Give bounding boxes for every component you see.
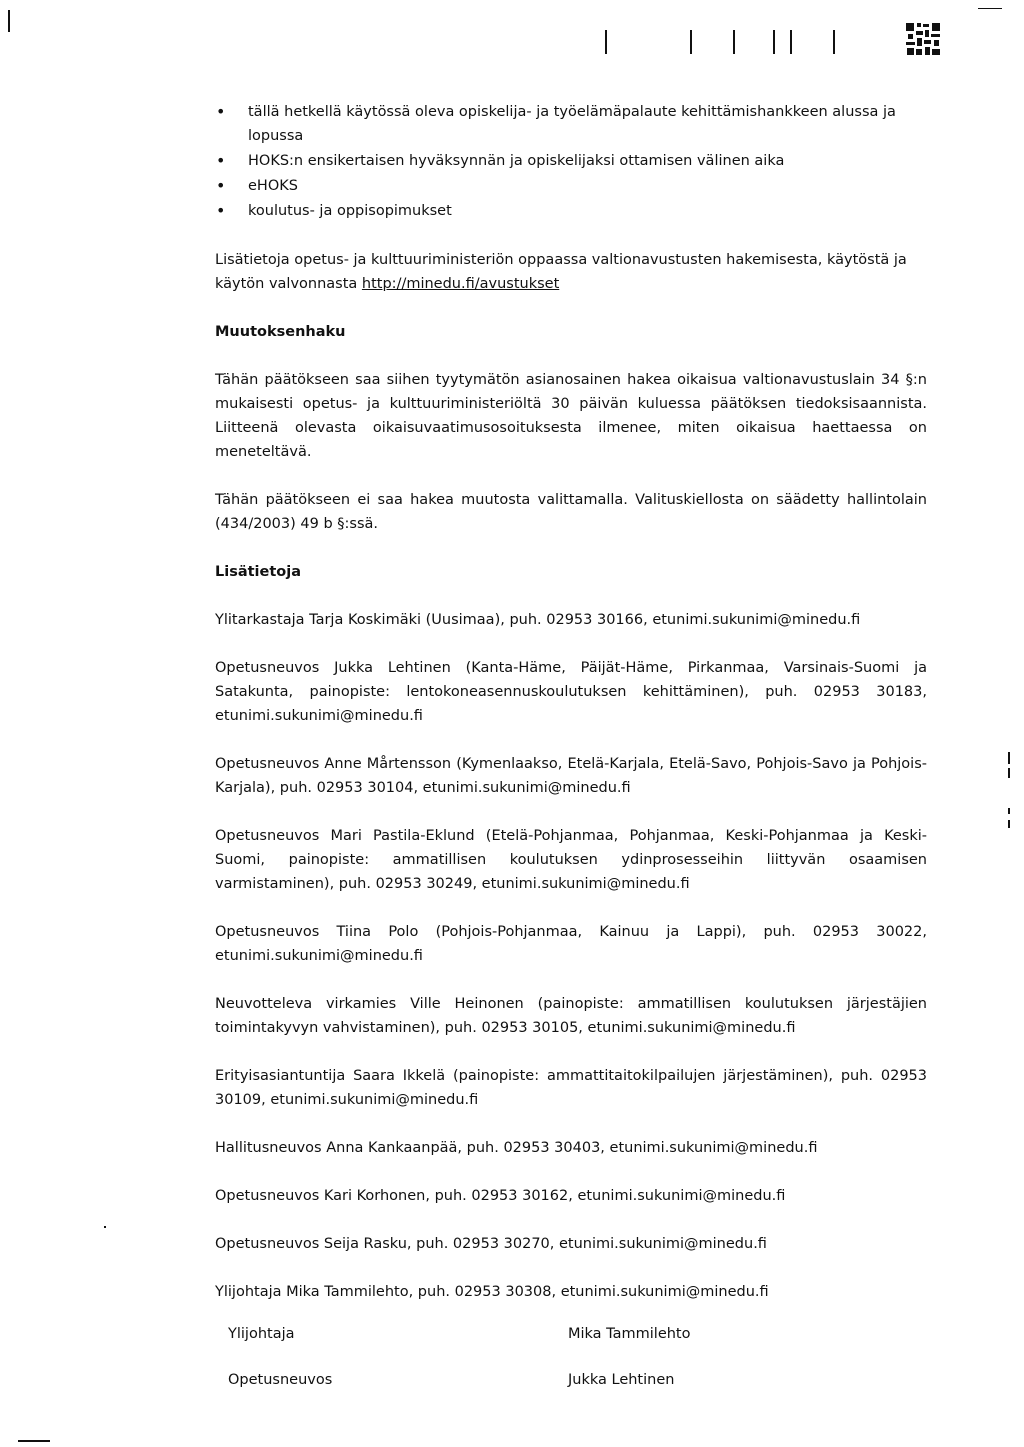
scan-mark [790, 30, 792, 54]
contact-paragraph: Opetusneuvos Jukka Lehtinen (Kanta-Häme, Päijät-Häme, Pirkanmaa, Varsinais-Suomi ja Satakunta, painopiste: lentokoneasennuskoulutuksen kehittäminen), puh. 02953 30183, etunimi.sukunimi@minedu.fi [215, 660, 927, 724]
signature-title: Ylijohtaja [228, 1326, 295, 1342]
signature-title: Opetusneuvos [228, 1372, 333, 1388]
info-heading: Lisätietoja [215, 564, 302, 580]
document-body [215, 100, 927, 1304]
scan-mark [1008, 768, 1010, 778]
scan-mark [733, 30, 735, 54]
scan-mark [773, 30, 775, 54]
contact-paragraph: Erityisasiantuntija Saara Ikkelä (painopiste: ammattitaitokilpailujen järjestäminen), puh. 02953 30109, etunimi.sukunimi@minedu.fi [215, 1068, 927, 1108]
list-item: • tällä hetkellä käytössä oleva opiskelija- ja työelämäpalaute kehittämishankkeen alussa ja lopussa [248, 100, 927, 148]
scan-mark [8, 10, 10, 32]
contact-paragraph: Neuvotteleva virkamies Ville Heinonen (painopiste: ammatillisen koulutuksen järjestäjien toimintakyvyn vahvistaminen), puh. 02953 30105, etunimi.sukunimi@minedu.fi [215, 996, 927, 1036]
criteria-list [215, 100, 927, 223]
list-item: • eHOKS [248, 174, 927, 198]
appeal-paragraph: Tähän päätökseen saa siihen tyytymätön asianosainen hakea oikaisua valtionavustuslain 34 §:n mukaisesti opetus- ja kulttuuriministeriöltä 30 päivän kuluessa päätöksen tiedoksisaannista. Liitteenä olevasta oikaisuvaatimusosoituksesta ilmenee, miten oikaisua haettaessa on meneteltävä. [215, 372, 927, 460]
appeal-heading: Muutoksenhaku [215, 324, 346, 340]
contact-paragraph: Opetusneuvos Kari Korhonen, puh. 02953 30162, etunimi.sukunimi@minedu.fi [215, 1188, 786, 1204]
contact-paragraph: Ylijohtaja Mika Tammilehto, puh. 02953 30308, etunimi.sukunimi@minedu.fi [215, 1284, 769, 1300]
contact-paragraph: Opetusneuvos Anne Mårtensson (Kymenlaakso, Etelä-Karjala, Etelä-Savo, Pohjois-Savo ja Pohjois-Karjala), puh. 02953 30104, etunimi.sukunimi@minedu.fi [215, 756, 927, 796]
contact-paragraph: Opetusneuvos Mari Pastila-Eklund (Etelä-Pohjanmaa, Pohjanmaa, Keski-Pohjanmaa ja Keski-Suomi, painopiste: ammatillisen koulutuksen ydinprosesseihin liittyvän osaamisen varmistaminen), puh. 02953 30249, etunimi.sukunimi@minedu.fi [215, 828, 927, 892]
contact-paragraph: Ylitarkastaja Tarja Koskimäki (Uusimaa), puh. 02953 30166, etunimi.sukunimi@minedu.fi [215, 612, 861, 628]
scan-mark [978, 8, 1002, 9]
guide-text: Lisätietoja opetus- ja kulttuuriministeriön oppaassa valtionavustusten hakemisesta, käytöstä ja käytön valvonnasta [215, 252, 907, 292]
scan-mark [605, 30, 607, 54]
barcode-icon [905, 22, 941, 56]
signature-name: Mika Tammilehto [568, 1326, 691, 1342]
scan-mark [1008, 820, 1010, 828]
scan-mark [18, 1440, 50, 1442]
scan-mark [104, 1226, 106, 1228]
scan-mark [1008, 808, 1010, 814]
guide-paragraph [215, 248, 927, 296]
scan-mark [833, 30, 835, 54]
contact-paragraph: Opetusneuvos Tiina Polo (Pohjois-Pohjanmaa, Kainuu ja Lappi), puh. 02953 30022, etunimi.sukunimi@minedu.fi [215, 924, 927, 964]
list-item: • koulutus- ja oppisopimukset [248, 199, 927, 223]
list-item: • HOKS:n ensikertaisen hyväksynnän ja opiskelijaksi ottamisen välinen aika [248, 149, 927, 173]
contact-paragraph: Hallitusneuvos Anna Kankaanpää, puh. 02953 30403, etunimi.sukunimi@minedu.fi [215, 1140, 818, 1156]
scan-mark [1008, 752, 1010, 764]
guide-link[interactable]: http://minedu.fi/avustukset [361, 276, 560, 292]
scan-mark [690, 30, 692, 54]
appeal-paragraph: Tähän päätökseen ei saa hakea muutosta valittamalla. Valituskiellosta on säädetty hallintolain (434/2003) 49 b §:ssä. [215, 492, 927, 532]
signature-name: Jukka Lehtinen [568, 1372, 675, 1388]
contact-paragraph: Opetusneuvos Seija Rasku, puh. 02953 30270, etunimi.sukunimi@minedu.fi [215, 1236, 767, 1252]
